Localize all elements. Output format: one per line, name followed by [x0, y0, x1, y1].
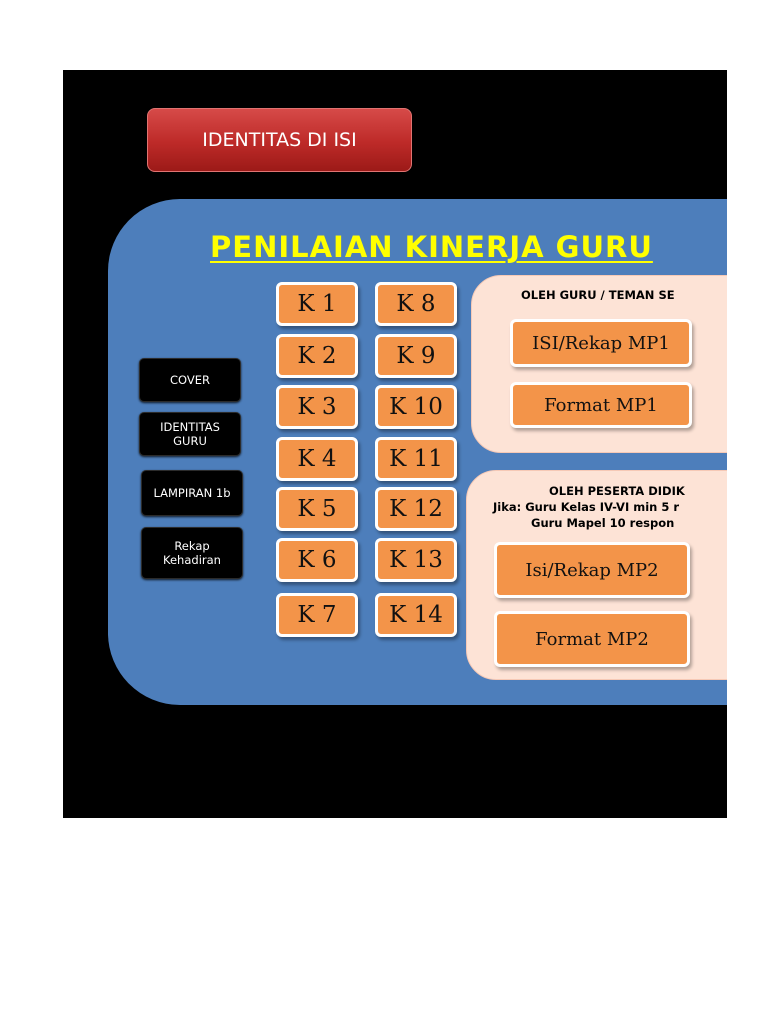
- k11-button[interactable]: K 11: [375, 437, 457, 481]
- k12-button[interactable]: K 12: [375, 487, 457, 531]
- student-assessment-card: [466, 470, 727, 680]
- format-mp2-button[interactable]: Format MP2: [494, 611, 690, 667]
- cover-button[interactable]: [139, 358, 241, 402]
- cover-label: COVER: [169, 373, 210, 387]
- k1-button[interactable]: K 1: [276, 282, 358, 326]
- k9-button[interactable]: K 9: [375, 334, 457, 378]
- k13-button[interactable]: K 13: [375, 538, 457, 582]
- student-card-title: OLEH PESERTA DIDIK: [549, 484, 685, 498]
- k7-button[interactable]: K 7: [276, 593, 358, 637]
- identitas-label-line2: GURU: [173, 434, 207, 448]
- rekap-label-line1: Rekap: [174, 539, 210, 553]
- k6-button[interactable]: K 6: [276, 538, 358, 582]
- teacher-card-title: OLEH GURU / TEMAN SE: [521, 288, 675, 302]
- isi-rekap-mp2-button[interactable]: Isi/Rekap MP2: [494, 542, 690, 598]
- lampiran-1b-button[interactable]: [141, 470, 243, 516]
- isi-rekap-mp1-button[interactable]: ISI/Rekap MP1: [510, 319, 692, 367]
- k2-button[interactable]: K 2: [276, 334, 358, 378]
- rekap-kehadiran-button[interactable]: [141, 527, 243, 579]
- lampiran-label: LAMPIRAN 1b: [153, 486, 231, 500]
- k3-button[interactable]: K 3: [276, 385, 358, 429]
- k14-button[interactable]: K 14: [375, 593, 457, 637]
- teacher-assessment-card: [471, 275, 727, 453]
- student-card-note-line2: Guru Mapel 10 respon: [531, 516, 675, 530]
- slide-canvas: [63, 70, 727, 818]
- identitas-di-isi-button[interactable]: IDENTITAS DI ISI: [147, 108, 412, 172]
- k5-button[interactable]: K 5: [276, 487, 358, 531]
- k4-button[interactable]: K 4: [276, 437, 358, 481]
- rekap-label-line2: Kehadiran: [163, 553, 221, 567]
- student-card-note-line1: Jika: Guru Kelas IV-VI min 5 r: [493, 500, 680, 514]
- page-title: PENILAIAN KINERJA GURU: [210, 230, 653, 264]
- identitas-label-line1: IDENTITAS: [160, 420, 220, 434]
- k8-button[interactable]: K 8: [375, 282, 457, 326]
- k10-button[interactable]: K 10: [375, 385, 457, 429]
- identitas-guru-button[interactable]: [139, 412, 241, 456]
- format-mp1-button[interactable]: Format MP1: [510, 382, 692, 428]
